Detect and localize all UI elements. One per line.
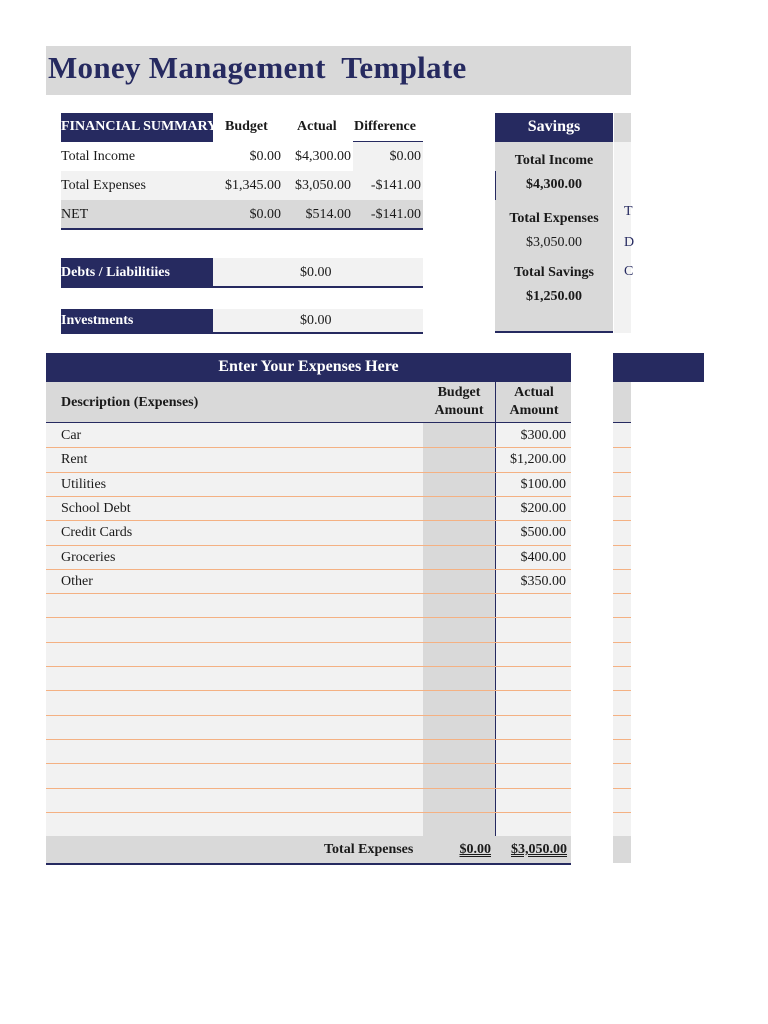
expense-row[interactable] <box>46 763 571 787</box>
expense-description[interactable]: School Debt <box>61 500 131 516</box>
expenses-header <box>46 353 571 382</box>
right-row-separator <box>613 715 631 716</box>
col-budget-header-line1: Budget <box>437 385 481 400</box>
investments-underline <box>61 332 423 334</box>
investments-value-cell[interactable] <box>213 309 423 333</box>
summary-actual: $4,300.00 <box>295 149 351 164</box>
expense-row[interactable] <box>46 520 571 544</box>
summary-difference: $0.00 <box>389 149 421 164</box>
expense-row[interactable] <box>46 545 571 569</box>
summary-row-total-income[interactable] <box>61 142 423 171</box>
cutoff-glyph-t: T <box>624 204 633 219</box>
col-budget-header-line2: Amount <box>434 403 484 418</box>
right-table-body <box>613 423 631 836</box>
expense-row[interactable] <box>46 447 571 471</box>
expense-row[interactable] <box>46 812 571 836</box>
right-row-separator <box>613 569 631 570</box>
debts-value: $0.00 <box>300 265 332 280</box>
right-row-separator <box>613 812 631 813</box>
right-row-separator <box>613 788 631 789</box>
expense-actual[interactable]: $500.00 <box>520 525 566 541</box>
debts-label-box <box>61 258 213 287</box>
debts-underline <box>61 286 423 288</box>
summary-actual: $3,050.00 <box>295 178 351 193</box>
expense-description[interactable]: Rent <box>61 452 88 468</box>
right-table-header <box>613 353 704 382</box>
expense-description[interactable]: Groceries <box>61 549 116 565</box>
right-row-separator <box>613 593 631 594</box>
right-row-separator <box>613 472 631 473</box>
expense-row[interactable] <box>46 496 571 520</box>
debts-label: Debts / Liabilitiies <box>61 265 170 280</box>
expenses-bottom-border <box>46 863 571 865</box>
expense-row[interactable] <box>46 715 571 739</box>
expense-actual[interactable]: $300.00 <box>520 428 566 443</box>
financial-summary-header <box>61 113 218 142</box>
savings-side-strip <box>614 113 631 142</box>
savings-total-expenses-value: $3,050.00 <box>526 235 582 250</box>
summary-label: Total Income <box>61 149 136 164</box>
expense-description[interactable]: Car <box>61 428 82 443</box>
column-header-budget: Budget <box>225 119 268 134</box>
col-actual-header-line2: Amount <box>509 403 559 418</box>
expense-actual[interactable]: $200.00 <box>520 500 566 516</box>
expenses-total-row <box>46 836 571 863</box>
right-row-separator <box>613 642 631 643</box>
expense-row[interactable] <box>46 739 571 763</box>
savings-total-savings-label: Total Savings <box>513 265 594 280</box>
summary-actual: $514.00 <box>305 207 351 222</box>
total-budget-value: $0.00 <box>459 842 491 857</box>
column-header-actual: Actual <box>297 119 337 134</box>
expenses-title: Enter Your Expenses Here <box>218 358 399 375</box>
expense-row[interactable] <box>46 472 571 496</box>
summary-difference: -$141.00 <box>370 178 421 193</box>
debts-value-cell[interactable] <box>213 258 423 287</box>
cutoff-glyph-d: D <box>624 235 635 250</box>
right-row-separator <box>613 739 631 740</box>
expense-actual[interactable]: $1,200.00 <box>510 452 566 468</box>
expenses-column-header-row <box>46 382 571 423</box>
expense-row[interactable] <box>46 593 571 617</box>
cutoff-glyph-c: C <box>624 264 634 279</box>
savings-title: Savings <box>527 118 581 135</box>
summary-row-net[interactable] <box>61 200 423 229</box>
expense-row[interactable] <box>46 569 571 593</box>
right-row-separator <box>613 496 631 497</box>
right-total-strip <box>613 836 631 863</box>
investments-label-box <box>61 309 213 333</box>
right-row-separator <box>613 617 631 618</box>
expense-row[interactable] <box>46 617 571 641</box>
summary-bottom-border <box>61 228 423 230</box>
col-actual-header-line1: Actual <box>514 385 554 400</box>
expense-actual[interactable]: $400.00 <box>520 549 566 565</box>
right-row-separator <box>613 520 631 521</box>
right-row-separator <box>613 763 631 764</box>
summary-budget: $1,345.00 <box>225 178 281 193</box>
summary-difference: -$141.00 <box>370 207 421 222</box>
summary-row-total-expenses[interactable] <box>61 171 423 200</box>
savings-total-income-value: $4,300.00 <box>526 177 582 192</box>
financial-summary-title: FINANCIAL SUMMARY <box>61 119 218 134</box>
expense-row[interactable] <box>46 690 571 714</box>
summary-label: Total Expenses <box>61 178 146 193</box>
expense-row[interactable] <box>46 642 571 666</box>
expense-actual[interactable]: $100.00 <box>520 476 566 492</box>
summary-budget: $0.00 <box>249 149 281 164</box>
expense-row[interactable] <box>46 423 571 447</box>
expense-description[interactable]: Other <box>61 573 93 589</box>
summary-label: NET <box>61 207 89 222</box>
column-header-difference: Difference <box>354 119 416 134</box>
savings-header <box>495 113 613 142</box>
savings-total-income-label: Total Income <box>514 153 594 168</box>
expense-row[interactable] <box>46 666 571 690</box>
col-description-header: Description (Expenses) <box>61 395 199 410</box>
right-column-header-strip <box>613 382 631 423</box>
expense-actual[interactable]: $350.00 <box>520 573 566 589</box>
investments-label: Investments <box>61 313 134 328</box>
page-title: Money Management Template <box>48 50 467 85</box>
expense-row[interactable] <box>46 788 571 812</box>
expense-description[interactable]: Utilities <box>61 476 107 492</box>
total-expenses-label: Total Expenses <box>324 842 414 857</box>
summary-budget: $0.00 <box>249 207 281 222</box>
investments-value: $0.00 <box>300 313 332 328</box>
savings-total-expenses-label: Total Expenses <box>509 211 599 226</box>
savings-total-savings-value: $1,250.00 <box>526 289 582 304</box>
right-row-separator <box>613 666 631 667</box>
right-row-separator <box>613 690 631 691</box>
expense-description[interactable]: Credit Cards <box>61 525 133 541</box>
right-row-separator <box>613 545 631 546</box>
total-actual-value: $3,050.00 <box>511 842 567 857</box>
savings-bottom-border <box>495 331 613 333</box>
right-row-separator <box>613 447 631 448</box>
